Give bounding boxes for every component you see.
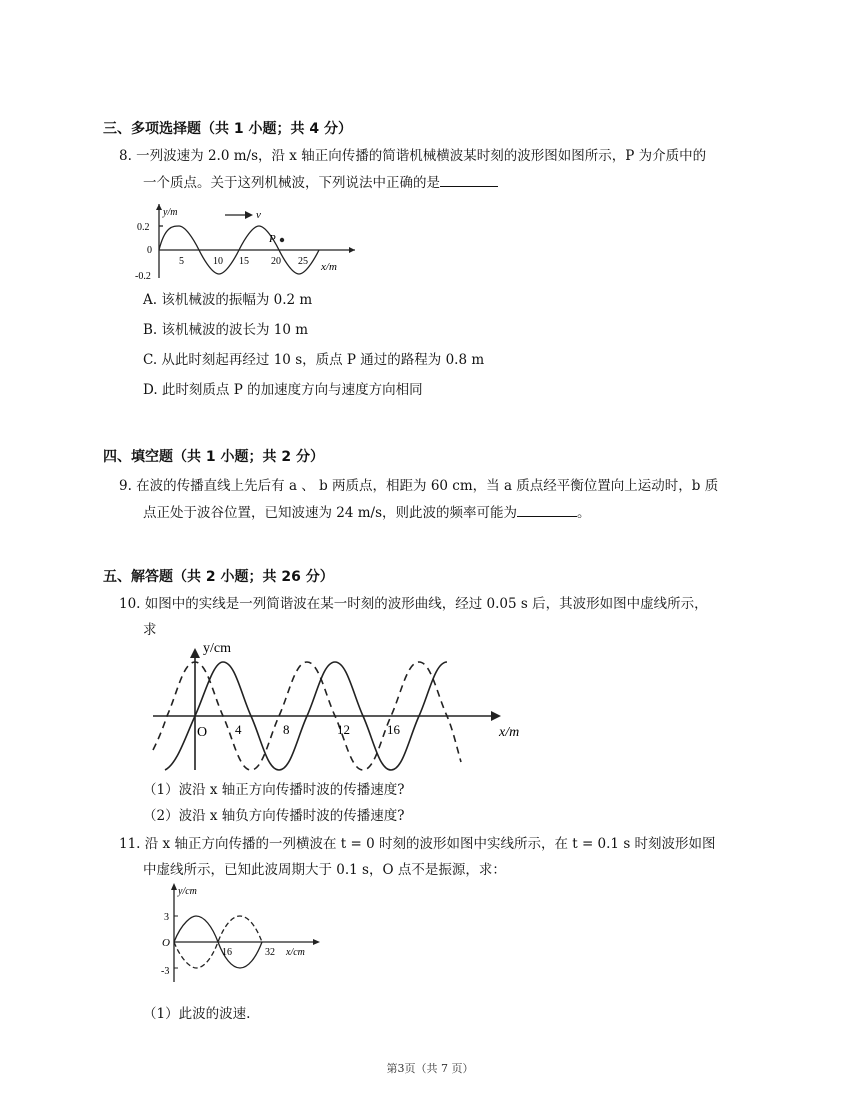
q10-sub1: （1）波沿 x 轴正方向传播时波的传播速度? <box>143 782 405 798</box>
section-title-fill-blank: 四、填空题（共 1 小题；共 2 分） <box>103 449 324 465</box>
q11-sub1: （1）此波的波速. <box>143 1006 251 1022</box>
fig11-xtick: 32 <box>265 947 275 958</box>
fig10-xlabel: x/m <box>499 725 520 740</box>
q10-text-line1: 10. 如图中的实线是一列简谐波在某一时刻的波形曲线，经过 0.05 s 后，其波形如图中虚线所示， <box>119 596 708 612</box>
q11-text-line2: 中虚线所示，已知此波周期大于 0.1 s，O 点不是振源，求： <box>143 862 506 878</box>
y-axis-arrow-icon <box>171 883 177 890</box>
q10-wave-figure <box>143 638 535 776</box>
point-p-marker <box>280 238 284 242</box>
q8-answer-blank[interactable] <box>440 172 498 187</box>
fig11-xtick: 16 <box>222 947 232 958</box>
section-title-problem-solving: 五、解答题（共 2 小题；共 26 分） <box>103 569 334 585</box>
q11-wave-figure <box>160 882 320 986</box>
fig8-xtick: 20 <box>271 256 281 267</box>
fig11-ytick-bottom: -3 <box>161 966 170 977</box>
q8-text-line1: 8. 一列波速为 2.0 m/s，沿 x 轴正向传播的简谐机械横波某时刻的波形图如图所示，P 为介质中的 <box>119 148 707 164</box>
q8-option-c[interactable]: C. 从此时刻起再经过 10 s，质点 P 通过的路程为 0.8 m <box>143 352 485 368</box>
fig8-xtick: 25 <box>298 256 308 267</box>
velocity-arrow-icon <box>245 211 253 219</box>
q9-answer-blank[interactable] <box>517 502 577 517</box>
q10-sub2: （2）波沿 x 轴负方向传播时波的传播速度? <box>143 808 405 824</box>
fig8-xtick: 5 <box>179 256 184 267</box>
q10-text-line2: 求 <box>143 622 157 638</box>
x-axis-arrow-icon <box>313 939 320 945</box>
fig8-ytick-bottom: -0.2 <box>135 271 151 282</box>
fig8-xlabel: x/m <box>321 261 337 273</box>
section-title-multiple-choice: 三、多项选择题（共 1 小题；共 4 分） <box>103 121 352 137</box>
fig10-xtick: 8 <box>283 722 290 737</box>
q8-text-line2: 一个质点。关于这列机械波，下列说法中正确的是 <box>143 172 498 193</box>
q9-text-line1: 9. 在波的传播直线上先后有 a 、 b 两质点，相距为 60 cm，当 a 质点经平衡位置向上运动时，b 质 <box>119 478 719 494</box>
fig10-xtick: 4 <box>235 722 242 737</box>
q9-text-line2: 点正处于波谷位置，已知波速为 24 m/s，则此波的频率可能为 。 <box>143 502 591 523</box>
fig11-ylabel: y/cm <box>178 886 197 897</box>
q11-text-line1: 11. 沿 x 轴正方向传播的一列横波在 t = 0 时刻的波形如图中实线所示，在 t = 0.1 s 时刻波形如图 <box>119 836 716 852</box>
fig10-xtick: 16 <box>387 722 400 737</box>
fig8-xtick: 10 <box>213 256 223 267</box>
q8-option-a[interactable]: A. 该机械波的振幅为 0.2 m <box>143 292 313 308</box>
fig8-ytick-zero: 0 <box>147 245 152 256</box>
fig8-p-label: P <box>269 233 276 245</box>
page-footer: 第3页（共 7 页） <box>386 1062 474 1075</box>
x-axis-arrow-icon <box>491 711 501 721</box>
fig8-ytick-top: 0.2 <box>137 222 150 233</box>
fig11-origin-label: O <box>162 937 170 949</box>
fig11-xlabel: x/cm <box>286 947 305 958</box>
fig10-origin-label: O <box>197 725 208 740</box>
fig8-ylabel: y/m <box>163 207 178 218</box>
fig10-xtick: 12 <box>337 722 350 737</box>
y-axis-arrow-icon <box>190 648 200 658</box>
q8-option-b[interactable]: B. 该机械波的波长为 10 m <box>143 322 309 338</box>
fig10-ylabel: y/cm <box>203 641 231 656</box>
q8-wave-figure <box>133 200 363 282</box>
q8-option-d[interactable]: D. 此时刻质点 P 的加速度方向与速度方向相同 <box>143 382 423 398</box>
fig11-ytick-top: 3 <box>164 912 169 923</box>
fig8-v-label: v <box>256 209 261 221</box>
fig8-xtick: 15 <box>239 256 249 267</box>
